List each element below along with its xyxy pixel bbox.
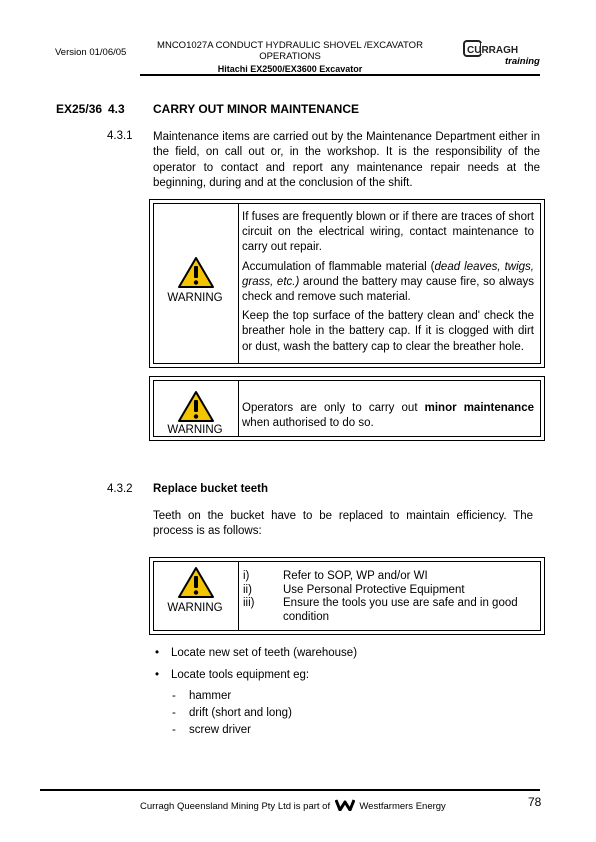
document-subtitle: Hitachi EX2500/EX3600 Excavator [217, 64, 363, 74]
warning-triangle-icon [177, 256, 215, 289]
header-rule [140, 74, 540, 76]
logo-text: CURRAGH [467, 45, 519, 56]
section-number: 4.3 [108, 102, 125, 116]
page-number: 78 [528, 795, 542, 809]
warning-paragraph: If fuses are frequently blown or if there are traces of short circuit on the electrical wiring, contact maintenance to carry out repair. [242, 211, 534, 254]
subsection-432-heading: Replace bucket teeth [153, 483, 269, 495]
wesfarmers-logo-icon [335, 799, 355, 811]
logo-tagline: training [505, 56, 540, 67]
procedure-list [243, 570, 535, 624]
subsection-number-432: 4.3.2 [107, 483, 133, 495]
subsection-431-text: Maintenance items are carried out by the Maintenance Department either in the field, on call out or, in the workshop. It is the responsibility of the operator to contact and report any maintenance repair needs at the beginning, during and at the conclusion of the shift. [153, 131, 540, 189]
bullet-dot: • [155, 669, 160, 681]
footer-text: Curragh Queensland Mining Pty Ltd is part of Westfarmers Energy [140, 801, 446, 812]
warning-cell [154, 381, 239, 436]
document-title-line2: OPERATIONS [259, 51, 321, 62]
warning-text [242, 210, 534, 359]
document-title-line1: MNCO1027A CONDUCT HYDRAULIC SHOVEL /EXCAVATOR [157, 40, 423, 51]
warning-text: Operators are only to carry out minor maintenance when authorised to do so. [242, 402, 534, 430]
procedure-item: ii) Use Personal Protective Equipment [243, 583, 465, 596]
warning-triangle-icon [177, 566, 215, 599]
warning-box-fuses [149, 199, 545, 368]
footer-rule [40, 789, 540, 791]
section-heading: CARRY OUT MINOR MAINTENANCE [153, 102, 359, 116]
bullet-dot: • [155, 647, 160, 659]
document-version: Version 01/06/05 [55, 47, 127, 58]
warning-paragraph: Accumulation of flammable material (dead leaves, twigs, grass, etc.) around the battery may cause fire, so always check and remove such material. [242, 260, 535, 304]
warning-label: WARNING [167, 292, 223, 304]
procedure-item: i) Refer to SOP, WP and/or WI [243, 570, 428, 582]
warning-triangle-icon [177, 390, 215, 423]
warning-label: WARNING [167, 424, 223, 436]
subsection-number-431: 4.3.1 [107, 130, 133, 142]
warning-cell [154, 562, 239, 630]
warning-paragraph: Keep the top surface of the battery clean and' check the breather hole in the battery cap. If it is clogged with dirt or dust, wash the battery cap to clear the breather hole. [242, 310, 534, 353]
warning-cell [154, 204, 239, 363]
section-code: EX25/36 [56, 102, 103, 116]
warning-box-minor-maintenance [149, 376, 545, 441]
subsection-432-text: Teeth on the bucket have to be replaced to maintain efficiency. The process is as follows: [153, 510, 533, 538]
warning-label: WARNING [167, 602, 223, 614]
warning-box-procedure [149, 557, 545, 635]
procedure-item: iii) Ensure the tools you use are safe and in good condition [243, 597, 518, 623]
document-title [140, 40, 440, 62]
